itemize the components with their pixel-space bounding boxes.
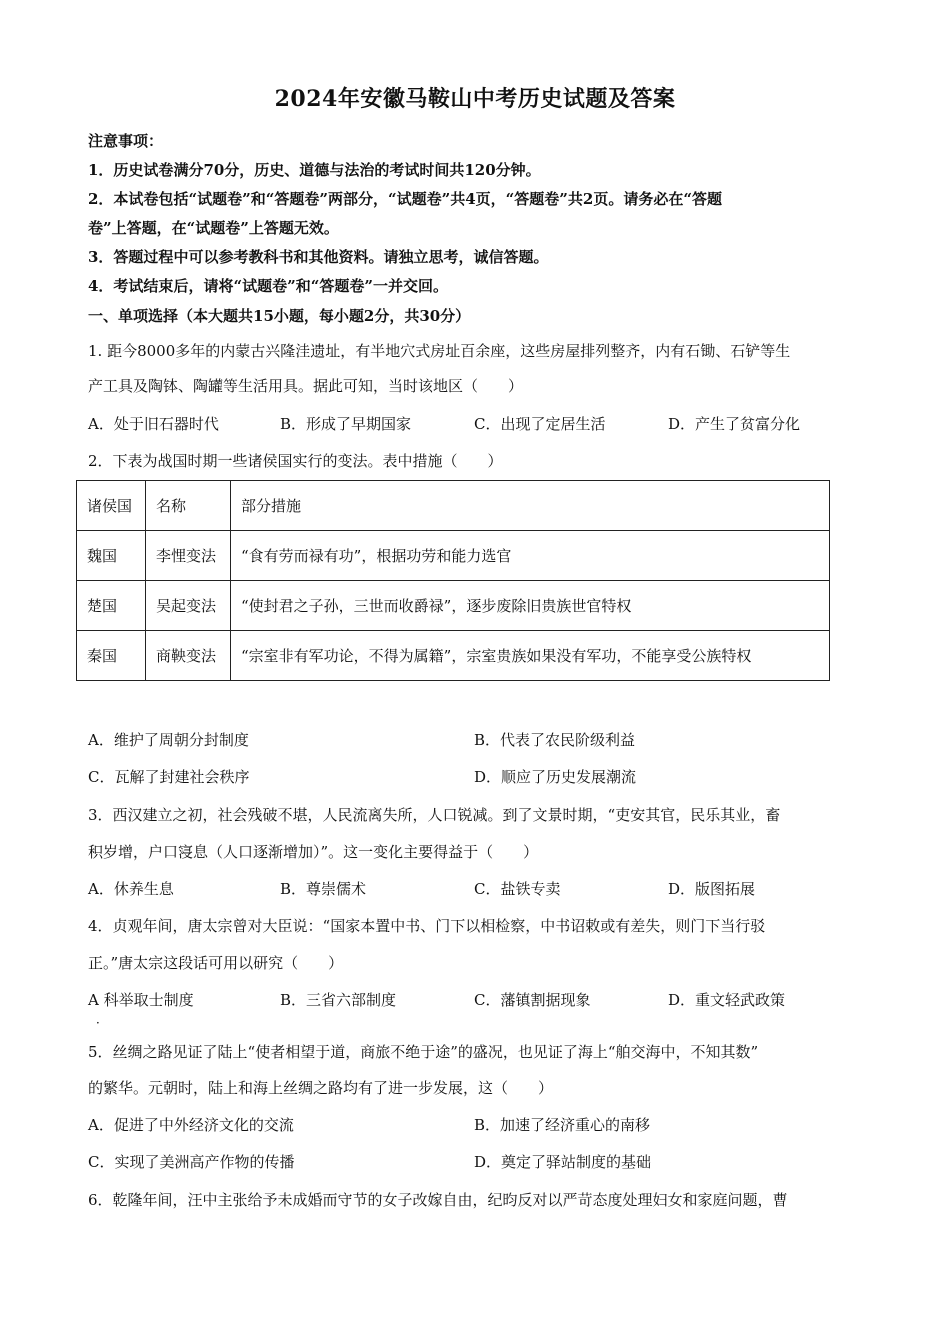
q3-stem-line1: 3．西汉建立之初，社会残破不堪，人民流离失所，人口锐减。到了文景时期，“吏安其官，民乐其业，畜 xyxy=(88,806,781,824)
q4-option-b: B．三省六部制度 xyxy=(280,991,397,1009)
notes-heading: 注意事项： xyxy=(88,132,164,150)
q1-option-a: A．处于旧石器时代 xyxy=(88,415,219,433)
table-cell: 李悝变法 xyxy=(146,531,231,581)
q2-option-b: B．代表了农民阶级利益 xyxy=(474,731,636,749)
table-header-cell: 诸侯国 xyxy=(77,481,146,531)
section-heading: 一、单项选择（本大题共15小题，每小题2分，共30分） xyxy=(88,307,471,325)
stray-mark: ． xyxy=(96,1012,109,1026)
table-cell: 楚国 xyxy=(77,581,146,631)
table-cell: 秦国 xyxy=(77,631,146,681)
note-item-2: 2．本试卷包括“试题卷”和“答题卷”两部分，“试题卷”共4页，“答题卷”共2页。请务必在“答题 xyxy=(88,190,722,208)
q1-option-c: C．出现了定居生活 xyxy=(474,415,606,433)
q4-option-d: D．重文轻武政策 xyxy=(668,991,786,1009)
q2-option-c: C．瓦解了封建社会秩序 xyxy=(88,768,250,786)
q4-stem-line2: 正。”唐太宗这段话可用以研究（ ） xyxy=(88,954,344,972)
q3-option-b: B．尊崇儒术 xyxy=(280,880,367,898)
q2-option-a: A．维护了周朝分封制度 xyxy=(88,731,249,749)
table-cell: “食有劳而禄有功”，根据功劳和能力选官 xyxy=(231,531,830,581)
table-cell: “使封君之子孙，三世而收爵禄”，逐步废除旧贵族世官特权 xyxy=(231,581,830,631)
note-item-2-cont: 卷”上答题，在“试题卷”上答题无效。 xyxy=(88,219,339,237)
note-item-3: 3．答题过程中可以参考教科书和其他资料。请独立思考，诚信答题。 xyxy=(88,248,549,266)
q3-option-c: C．盐铁专卖 xyxy=(474,880,561,898)
table-row xyxy=(77,531,830,581)
q5-option-c: C．实现了美洲高产作物的传播 xyxy=(88,1153,295,1171)
q1-option-d: D．产生了贫富分化 xyxy=(668,415,801,433)
q2-option-d: D．顺应了历史发展潮流 xyxy=(474,768,637,786)
q5-stem-line1: 5．丝绸之路见证了陆上“使者相望于道，商旅不绝于途”的盛况，也见证了海上“舶交海中，不知其数” xyxy=(88,1043,759,1061)
q5-option-a: A．促进了中外经济文化的交流 xyxy=(88,1116,294,1134)
q1-option-b: B．形成了早期国家 xyxy=(280,415,412,433)
table-cell: 吴起变法 xyxy=(146,581,231,631)
q1-stem-line2: 产工具及陶钵、陶罐等生活用具。据此可知，当时该地区（ ） xyxy=(88,377,524,395)
q3-option-a: A．休养生息 xyxy=(88,880,174,898)
table-header-cell: 部分措施 xyxy=(231,481,830,531)
q6-stem-line1: 6．乾隆年间，汪中主张给予未成婚而守节的女子改嫁自由，纪昀反对以严苛态度处理妇女和家庭问题，曹 xyxy=(88,1191,788,1209)
table-row xyxy=(77,631,830,681)
q5-option-d: D．奠定了驿站制度的基础 xyxy=(474,1153,652,1171)
q5-stem-line2: 的繁华。元朝时，陆上和海上丝绸之路均有了进一步发展，这（ ） xyxy=(88,1079,554,1097)
q4-option-c: C．藩镇割据现象 xyxy=(474,991,591,1009)
table-cell: 商鞅变法 xyxy=(146,631,231,681)
q3-stem-line2: 积岁增，户口寖息（人口逐渐增加）”。这一变化主要得益于（ ） xyxy=(88,843,539,861)
q2-stem: 2．下表为战国时期一些诸侯国实行的变法。表中措施（ ） xyxy=(88,452,503,470)
q3-option-d: D．版图拓展 xyxy=(668,880,756,898)
note-item-1: 1．历史试卷满分70分，历史、道德与法治的考试时间共120分钟。 xyxy=(88,161,541,179)
table-cell: “宗室非有军功论，不得为属籍”，宗室贵族如果没有军功，不能享受公族特权 xyxy=(231,631,830,681)
table-row xyxy=(77,581,830,631)
note-item-4: 4．考试结束后，请将“试题卷”和“答题卷”一并交回。 xyxy=(88,277,448,295)
table-cell: 魏国 xyxy=(77,531,146,581)
page-title: 2024年安徽马鞍山中考历史试题及答案 xyxy=(274,86,676,112)
reform-table xyxy=(76,480,830,681)
q5-option-b: B．加速了经济重心的南移 xyxy=(474,1116,651,1134)
table-header-cell: 名称 xyxy=(146,481,231,531)
q4-option-a: A 科举取士制度 xyxy=(88,991,194,1009)
q1-stem-line1: 1. 距今8000多年的内蒙古兴隆洼遗址，有半地穴式房址百余座，这些房屋排列整齐，内有石锄、石铲等生 xyxy=(88,342,791,360)
q4-stem-line1: 4．贞观年间，唐太宗曾对大臣说：“国家本置中书、门下以相检察，中书诏敕或有差失，则门下当行驳 xyxy=(88,917,766,935)
table-header-row xyxy=(77,481,830,531)
